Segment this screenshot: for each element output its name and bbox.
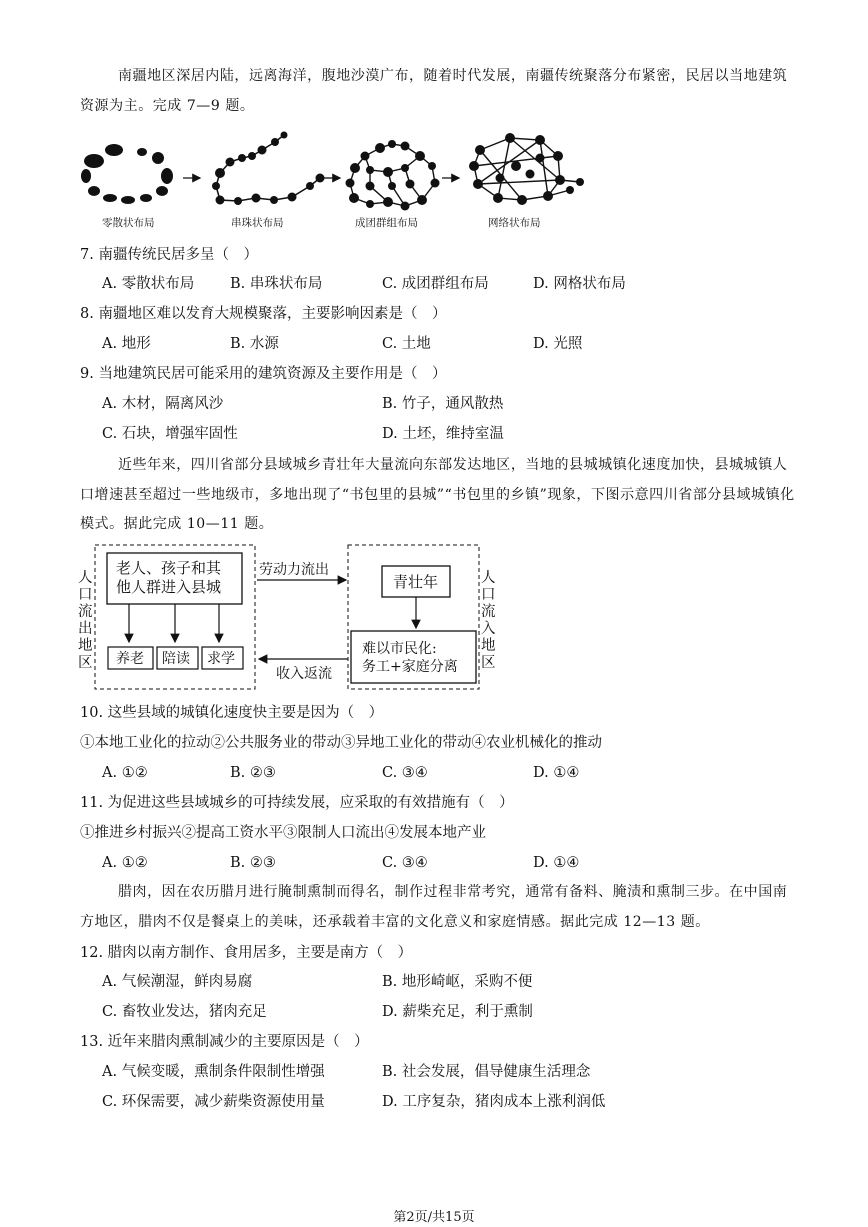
difficulty-line-1: 难以市民化: (362, 641, 437, 657)
q11-option-a[interactable]: A. ①② (102, 855, 148, 871)
left-box-line-2: 他人群进入县城 (116, 578, 222, 596)
purpose-study: 求学 (207, 651, 235, 667)
network-layout-sketch (469, 133, 584, 205)
caption-cluster: 成团群组布局 (355, 217, 418, 229)
question-13-stem: 13. 近年来腊肉熏制减少的主要原因是（ ） (80, 1034, 369, 1050)
q7-option-c[interactable]: C. 成团群组布局 (382, 276, 489, 292)
inflow-region-label: 人口流入地区 (481, 570, 496, 671)
intro-paragraph-10-11: 近些年来，四川省部分县域城乡青壮年大量流向东部发达地区，当地的县城城镇化速度加快，县城城镇人口增速甚至超过一些地级市，多地出现了“书包里的县城”“书包里的乡镇”现象，下图示意四川省部分县域城镇化模式。据此完成 10—11 题。 (80, 457, 795, 532)
question-12-stem: 12. 腊肉以南方制作、食用居多，主要是南方（ ） (80, 945, 413, 961)
q11-option-d[interactable]: D. ①④ (533, 855, 580, 871)
q12-option-b[interactable]: B. 地形崎岖，采购不便 (382, 974, 533, 990)
purpose-elderly: 养老 (116, 651, 144, 667)
q12-option-a[interactable]: A. 气候潮湿，鲜肉易腐 (102, 974, 253, 990)
question-10-items: ①本地工业化的拉动②公共服务业的带动③异地工业化的带动④农业机械化的推动 (80, 735, 602, 751)
q13-option-d[interactable]: D. 工序复杂，猪肉成本上涨利润低 (382, 1094, 606, 1110)
q10-option-d[interactable]: D. ①④ (533, 765, 580, 781)
caption-network: 网络状布局 (488, 217, 541, 229)
scattered-layout-sketch (81, 144, 173, 204)
q10-option-c[interactable]: C. ③④ (382, 765, 428, 781)
q13-option-b[interactable]: B. 社会发展，倡导健康生活理念 (382, 1064, 591, 1080)
q11-option-b[interactable]: B. ②③ (230, 855, 276, 871)
q12-option-c[interactable]: C. 畜牧业发达，猪肉充足 (102, 1004, 267, 1020)
q7-option-a[interactable]: A. 零散状布局 (102, 276, 195, 292)
purpose-accompany: 陪读 (162, 651, 190, 667)
q8-option-c[interactable]: C. 土地 (382, 336, 431, 352)
q8-option-d[interactable]: D. 光照 (533, 336, 583, 352)
question-9-stem: 9. 当地建筑民居可能采用的建筑资源及主要作用是（ ） (80, 366, 447, 382)
q8-option-a[interactable]: A. 地形 (102, 336, 151, 352)
intro-paragraph-12-13: 腊肉，因在农历腊月进行腌制熏制而得名，制作过程非常考究，通常有备料、腌渍和熏制三步。在中国南方地区，腊肉不仅是餐桌上的美味，还承载着丰富的文化意义和家庭情感。据此完成 12—13 题。 (80, 884, 788, 930)
beaded-layout-sketch (212, 132, 325, 206)
cluster-layout-sketch (346, 140, 440, 211)
q12-option-d[interactable]: D. 薪柴充足，利于熏制 (382, 1004, 533, 1020)
q7-option-d[interactable]: D. 网格状布局 (533, 276, 626, 292)
young-adults-label: 青壮年 (393, 573, 439, 591)
question-11-stem: 11. 为促进这些县域城乡的可持续发展，应采取的有效措施有（ ） (80, 795, 514, 811)
q11-option-c[interactable]: C. ③④ (382, 855, 428, 871)
q7-option-b[interactable]: B. 串珠状布局 (230, 276, 323, 292)
question-11-items: ①推进乡村振兴②提高工资水平③限制人口流出④发展本地产业 (80, 825, 486, 841)
q10-option-a[interactable]: A. ①② (102, 765, 148, 781)
left-box-line-1: 老人、孩子和其 (116, 559, 222, 577)
caption-beaded: 串珠状布局 (231, 217, 284, 229)
difficulty-line-2: 务工+家庭分离 (362, 659, 458, 675)
q13-option-c[interactable]: C. 环保需要，减少薪柴资源使用量 (102, 1094, 325, 1110)
q9-option-b[interactable]: B. 竹子，通风散热 (382, 396, 504, 412)
question-10-stem: 10. 这些县域的城镇化速度快主要是因为（ ） (80, 705, 384, 721)
q9-option-a[interactable]: A. 木材，隔离风沙 (102, 396, 224, 412)
q13-option-a[interactable]: A. 气候变暖，熏制条件限制性增强 (102, 1064, 325, 1080)
q8-option-b[interactable]: B. 水源 (230, 336, 279, 352)
outflow-region-label: 人口流出地区 (78, 570, 93, 671)
labor-outflow-label: 劳动力流出 (259, 562, 329, 578)
income-return-label: 收入返流 (276, 666, 332, 682)
question-7-stem: 7. 南疆传统民居多呈（ ） (80, 247, 258, 263)
q9-option-d[interactable]: D. 土坯，维持室温 (382, 426, 504, 442)
q9-option-c[interactable]: C. 石块，增强牢固性 (102, 426, 238, 442)
page-footer: 第2页/共15页 (393, 1210, 475, 1225)
intro-paragraph-7-9: 南疆地区深居内陆，远离海洋，腹地沙漠广布，随着时代发展，南疆传统聚落分布紧密，民居以当地建筑资源为主。完成 7—9 题。 (80, 68, 788, 114)
caption-scattered: 零散状布局 (102, 217, 155, 229)
q10-option-b[interactable]: B. ②③ (230, 765, 276, 781)
question-8-stem: 8. 南疆地区难以发育大规模聚落，主要影响因素是（ ） (80, 306, 447, 322)
settlement-layout-figure (70, 128, 600, 213)
